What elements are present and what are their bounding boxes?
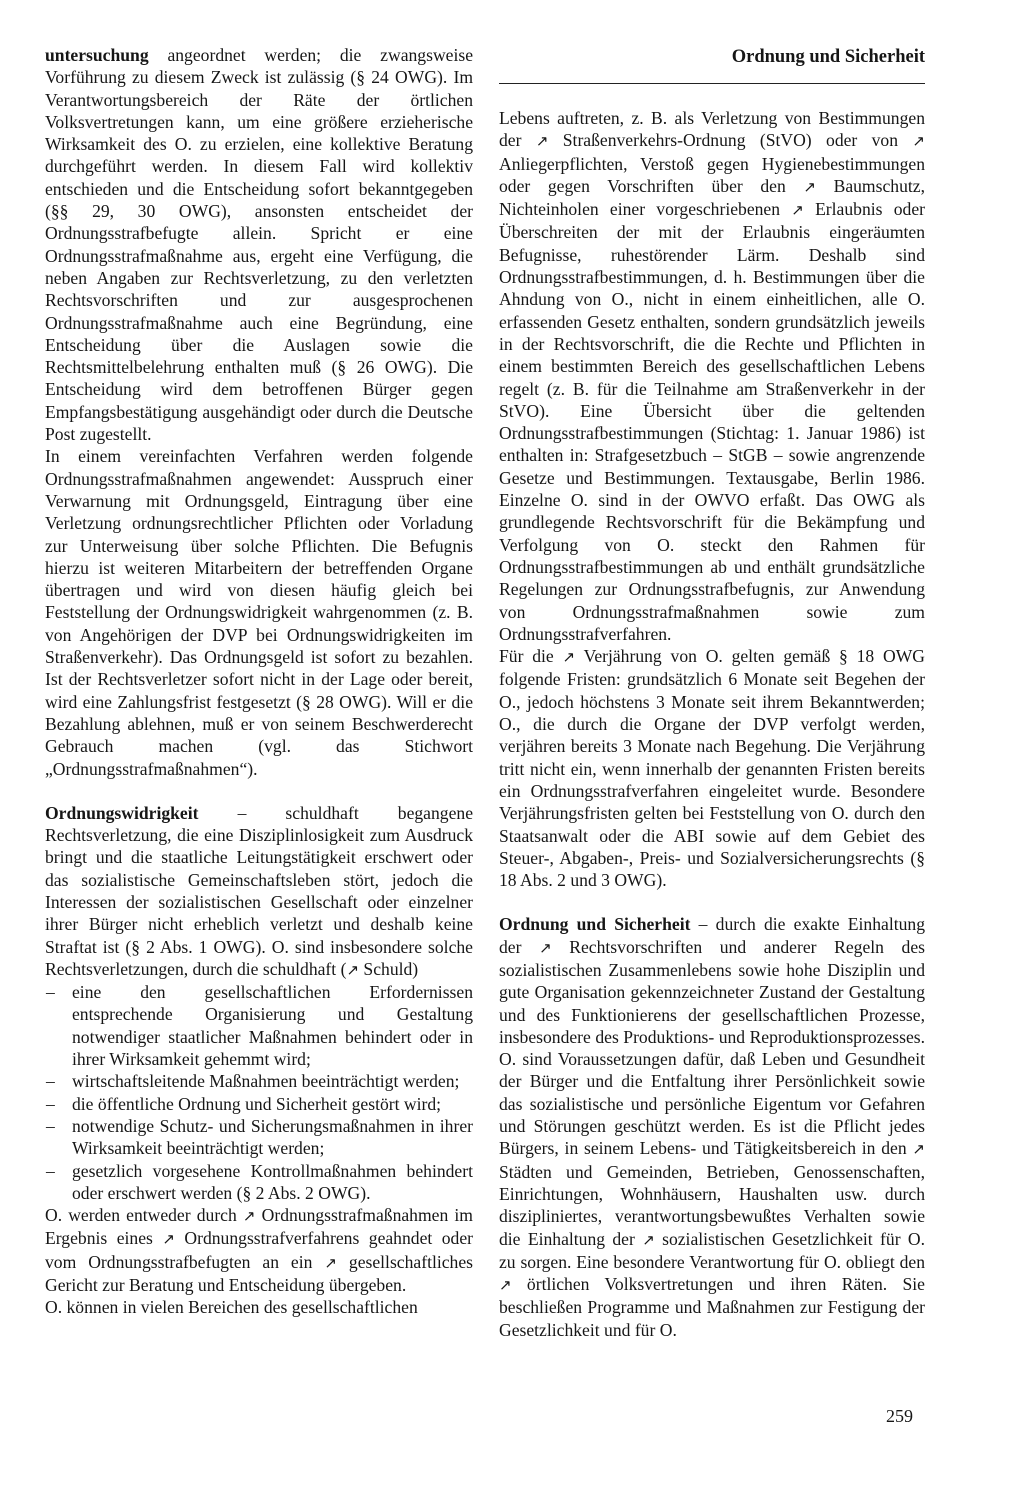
cross-reference-arrow-icon: ↗	[912, 1140, 925, 1159]
cross-reference-arrow-icon: ↗	[162, 1230, 175, 1249]
cross-reference-link[interactable]: Rechtsvorschriften	[569, 936, 703, 957]
paragraph-text: , Nichteinholen einer vorgeschriebenen	[499, 175, 925, 220]
list-item: – eine den gesellschaftlichen Erfordernissen entsprechende Organisierung und Gestaltung notwendiger staatlicher Maßnahmen behindert oder in ihrer Wirksamkeit gehemmt wird;	[45, 981, 473, 1070]
cross-reference-link[interactable]: Anliegerpflichten	[499, 153, 624, 174]
entry-text: )	[412, 958, 419, 979]
cross-reference-arrow-icon: ↗	[346, 960, 360, 979]
cross-reference-link[interactable]: Ordnungsstrafverfahrens	[184, 1228, 360, 1249]
cross-reference-link[interactable]: Straßenverkehrs-Ordnung (StVO)	[562, 130, 812, 151]
paragraph-text: oder Überschreiten der mit der Erlaubnis eingeräumten Befugnisse, ruhestörender Lärm. Deshalb sind Ordnungsstrafbestimmungen, d. h. Bestimmungen über die Ahndung von O., nicht in einem einheitlichen, alle O. erfassenden Gesetz enthalten, sondern grundsätzlich jeweils in der Rechtsvorschrift, die die Rechte und Pflichten in einem bestimmten Bereich des gesellschaftlichen Lebens regelt (z. B. für die Teilnahme am Straßenverkehr in der StVO). Eine Übersicht über die geltenden Ordnungsstrafbestimmungen (Stichtag: 1. Januar 1986) ist enthalten in: Strafgesetzbuch – StGB – sowie angrenzende Gesetze und Bestimmungen. Textausgabe, Berlin 1986. Einzelne O. sind in der OWVO erfaßt. Das OWG als grundlegende Rechtsvorschrift für die Bekämpfung und Verfolgung von O. steckt den Rahmen für Ordnungsstrafbestimmungen ab und enthält grundsätzliche Regelungen zur Ordnungsstrafbefugnis, zur Anwendung von Ordnungsstrafmaßnahmen sowie zum Ordnungsstrafverfahren.	[499, 199, 925, 644]
paragraph-sanctions	[45, 1204, 473, 1296]
entry-term: Ordnungswidrigkeit	[45, 802, 199, 823]
cross-reference-link[interactable]: Baumschutz	[833, 175, 921, 196]
paragraph-text: von O. gelten gemäß § 18 OWG folgende Fristen: grundsätzlich 6 Monate seit Begehen der O., jedoch höchstens 3 Monate seit ihrem Bekanntwerden; O., die durch die Organe der DVP verfolgt werden, verjähren bereits 3 Monate nach Begehung. Die Verjährung tritt nicht ein, wenn innerhalb der genannten Fristen bereits ein Ordnungsstrafverfahren eingeleitet wurde. Besondere Verjährungsfristen gelten bei Feststellung von O. durch den Staatsanwalt oder die ABI sowie auf dem Gebiet des Steuer-, Abgaben-, Preis- und Sozialversicherungsrechts (§ 18 Abs. 2 und 3 OWG).	[499, 646, 926, 891]
paragraph-continuation	[45, 44, 473, 445]
cross-reference-link[interactable]: Städten und Gemeinden	[499, 1161, 688, 1182]
offense-list	[45, 981, 473, 1204]
list-item: – wirtschaftsleitende Maßnahmen beeinträchtigt werden;	[45, 1070, 473, 1092]
cross-reference-link[interactable]: örtlichen Volksvertretungen	[526, 1274, 734, 1295]
left-column	[45, 44, 473, 1319]
entry-text: und anderer Regeln des sozialistischen Zusammenlebens sowie hohe Disziplin und gute Organisation gekennzeichneter Zustand der Gestaltung und des Funktionierens der gesellschaftlichen Prozesse, insbesondere des Produktions- und Reproduktionsprozesses. O. sind Voraussetzungen dafür, daß Leben und Gesundheit der Bürger und die Entfaltung ihrer Persönlichkeit sowie das sozialistische und persönliche Eigentum vor Gefahren und Störungen geschützt werden. Es ist die Pflicht jedes Bürgers, in seinem Lebens- und Tätigkeitsbereich in den	[499, 936, 925, 1159]
cross-reference-arrow-icon: ↗	[642, 1230, 655, 1249]
paragraph-text: Für die	[499, 646, 563, 667]
entry-text: für O. zu sorgen. Eine besondere Verantwortung für O. obliegt den	[499, 1228, 926, 1272]
entry-ordnungswidrigkeit	[45, 802, 473, 981]
cross-reference-link[interactable]: Erlaubnis	[815, 199, 883, 220]
cross-reference-arrow-icon: ↗	[562, 648, 576, 667]
entry-text: und ihren Räten. Sie beschließen Programme und Maßnahmen zur Festigung der Gesetzlichkeit und für O.	[499, 1274, 925, 1340]
entry-text: – schuldhaft begangene Rechtsverletzung, die eine Disziplinlosigkeit zum Ausdruck bringt und die staatliche Leitungstätigkeit erschwert oder das sozialistische Gemeinschaftsleben stört, jedoch die Interessen der sozialistischen Gesellschaft oder einzelner ihrer Bürger nicht erheblich verletzt und deshalb keine Straftat ist (§ 2 Abs. 1 OWG). O. sind insbesondere solche Rechtsverletzungen, durch die schuldhaft (	[45, 802, 473, 979]
cross-reference-link[interactable]: Verjährung	[583, 646, 662, 667]
paragraph-simplified-procedure: In einem vereinfachten Verfahren werden folgende Ordnungsstrafmaßnahmen angewendet: Ausspruch einer Verwarnung mit Ordnungsgeld, Eintragung über eine Verletzung ordnungsrechtlicher Pflichten oder Vorladung zur Unterweisung über solche Pflichten. Die Befugnis hierzu ist weiteren Mitarbeitern der betreffenden Organe übertragen und wird von diesen häufig gleich bei Feststellung der Ordnungswidrigkeit wahrgenommen (z. B. von Angehörigen der DVP bei Ordnungswidrigkeiten im Straßenverkehr). Das Ordnungsgeld ist sofort zu bezahlen. Ist der Rechtsverletzer sofort nicht in der Lage oder bereit, wird eine Zahlungsfrist festgesetzt (§ 28 OWG). Will er die Bezahlung ablehnen, muß er von seinem Beschwerderecht Gebrauch machen (vgl. das Stichwort „Ordnungsstrafmaßnahmen“).	[45, 446, 473, 779]
paragraph-continuation	[499, 107, 925, 645]
cross-reference-arrow-icon: ↗	[324, 1253, 337, 1272]
paragraph-text: zur Beratung und Entscheidung übergeben.	[97, 1275, 407, 1296]
cross-reference-arrow-icon: ↗	[242, 1207, 256, 1226]
paragraph-text: im Ergebnis eines	[45, 1205, 473, 1249]
paragraph-text: oder von	[811, 130, 913, 151]
cross-reference-link[interactable]: sozialistischen Gesetzlichkeit	[662, 1228, 873, 1249]
cross-reference-link[interactable]: Schuld	[363, 958, 413, 979]
cross-reference-arrow-icon: ↗	[791, 201, 804, 220]
entry-ordnung-und-sicherheit	[499, 913, 925, 1341]
paragraph-text: Lebens auftreten, z. B. als Verletzung von Bestimmungen der	[499, 108, 925, 151]
paragraph-text: , Verstoß gegen Hygienebestimmungen oder gegen Vorschriften über den	[499, 153, 925, 196]
cross-reference-arrow-icon: ↗	[803, 177, 816, 196]
cross-reference-link[interactable]: Ordnungsstrafmaßnahmen	[261, 1205, 449, 1226]
paragraph-text: O. werden entweder durch	[45, 1205, 243, 1226]
list-item: – gesetzlich vorgesehene Kontrollmaßnahmen behindert oder erschwert werden (§ 2 Abs. 2 OWG).	[45, 1160, 473, 1205]
right-column	[499, 107, 925, 1341]
list-item: – die öffentliche Ordnung und Sicherheit gestört wird;	[45, 1093, 473, 1115]
entry-text: – durch die exakte Einhaltung der	[499, 914, 925, 957]
paragraph-limitation	[499, 645, 925, 891]
cross-reference-link[interactable]: gesellschaftliches Gericht	[45, 1251, 473, 1296]
entry-text: , Betrieben, Genossenschaften, Einrichtungen, Wohnhäusern, Haushalten usw. durch diszipliniertes, verantwortungsbewußtes Verhalten sowie die Einhaltung der	[499, 1161, 925, 1249]
page-number: 259	[886, 1406, 913, 1426]
entry-term-fragment: untersuchung	[45, 45, 149, 65]
paragraph-text: angeordnet werden; die zwangsweise Vorführung zu diesem Zweck ist zulässig (§ 24 OWG). Im Verantwortungsbereich der Räte der örtlichen Volksvertretungen kann, um eine größere erzieherische Wirksamkeit des O. zu erzielen, eine kollektive Beratung durchgeführt werden. In diesem Fall wird kollektiv entschieden und die Entscheidung sofort bekanntgegeben (§§ 29, 30 OWG), ansonsten entscheidet der Ordnungsstrafbefugte allein. Spricht er eine Ordnungsstrafmaßnahme aus, ergeht eine Verfügung, die neben Angaben zur Rechtsverletzung, zu den verletzten Rechtsvorschriften und zur ausgesprochenen Ordnungsstrafmaßnahme auch eine Begründung, eine Entscheidung über die Auslagen sowie die Rechtsmittelbelehrung enthalten muß (§ 26 OWG). Die Entscheidung wird dem betroffenen Bürger gegen Empfangsbestätigung ausgehändigt oder durch die Deutsche Post zugestellt.	[45, 45, 473, 445]
cross-reference-arrow-icon: ↗	[539, 938, 552, 957]
paragraph-areas: O. können in vielen Bereichen des gesellschaftlichen	[45, 1297, 418, 1318]
paragraph-text: geahndet oder vom Ordnungsstrafbefugten an ein	[45, 1228, 474, 1272]
cross-reference-arrow-icon: ↗	[912, 132, 925, 151]
cross-reference-arrow-icon: ↗	[535, 132, 549, 151]
page-header-title: Ordnung und Sicherheit	[731, 47, 925, 67]
list-item: – notwendige Schutz- und Sicherungsmaßnahmen in ihrer Wirksamkeit beeinträchtigt werden;	[45, 1115, 473, 1160]
entry-term: Ordnung und Sicherheit	[499, 914, 691, 935]
header-rule	[499, 83, 925, 84]
cross-reference-arrow-icon: ↗	[499, 1276, 512, 1295]
